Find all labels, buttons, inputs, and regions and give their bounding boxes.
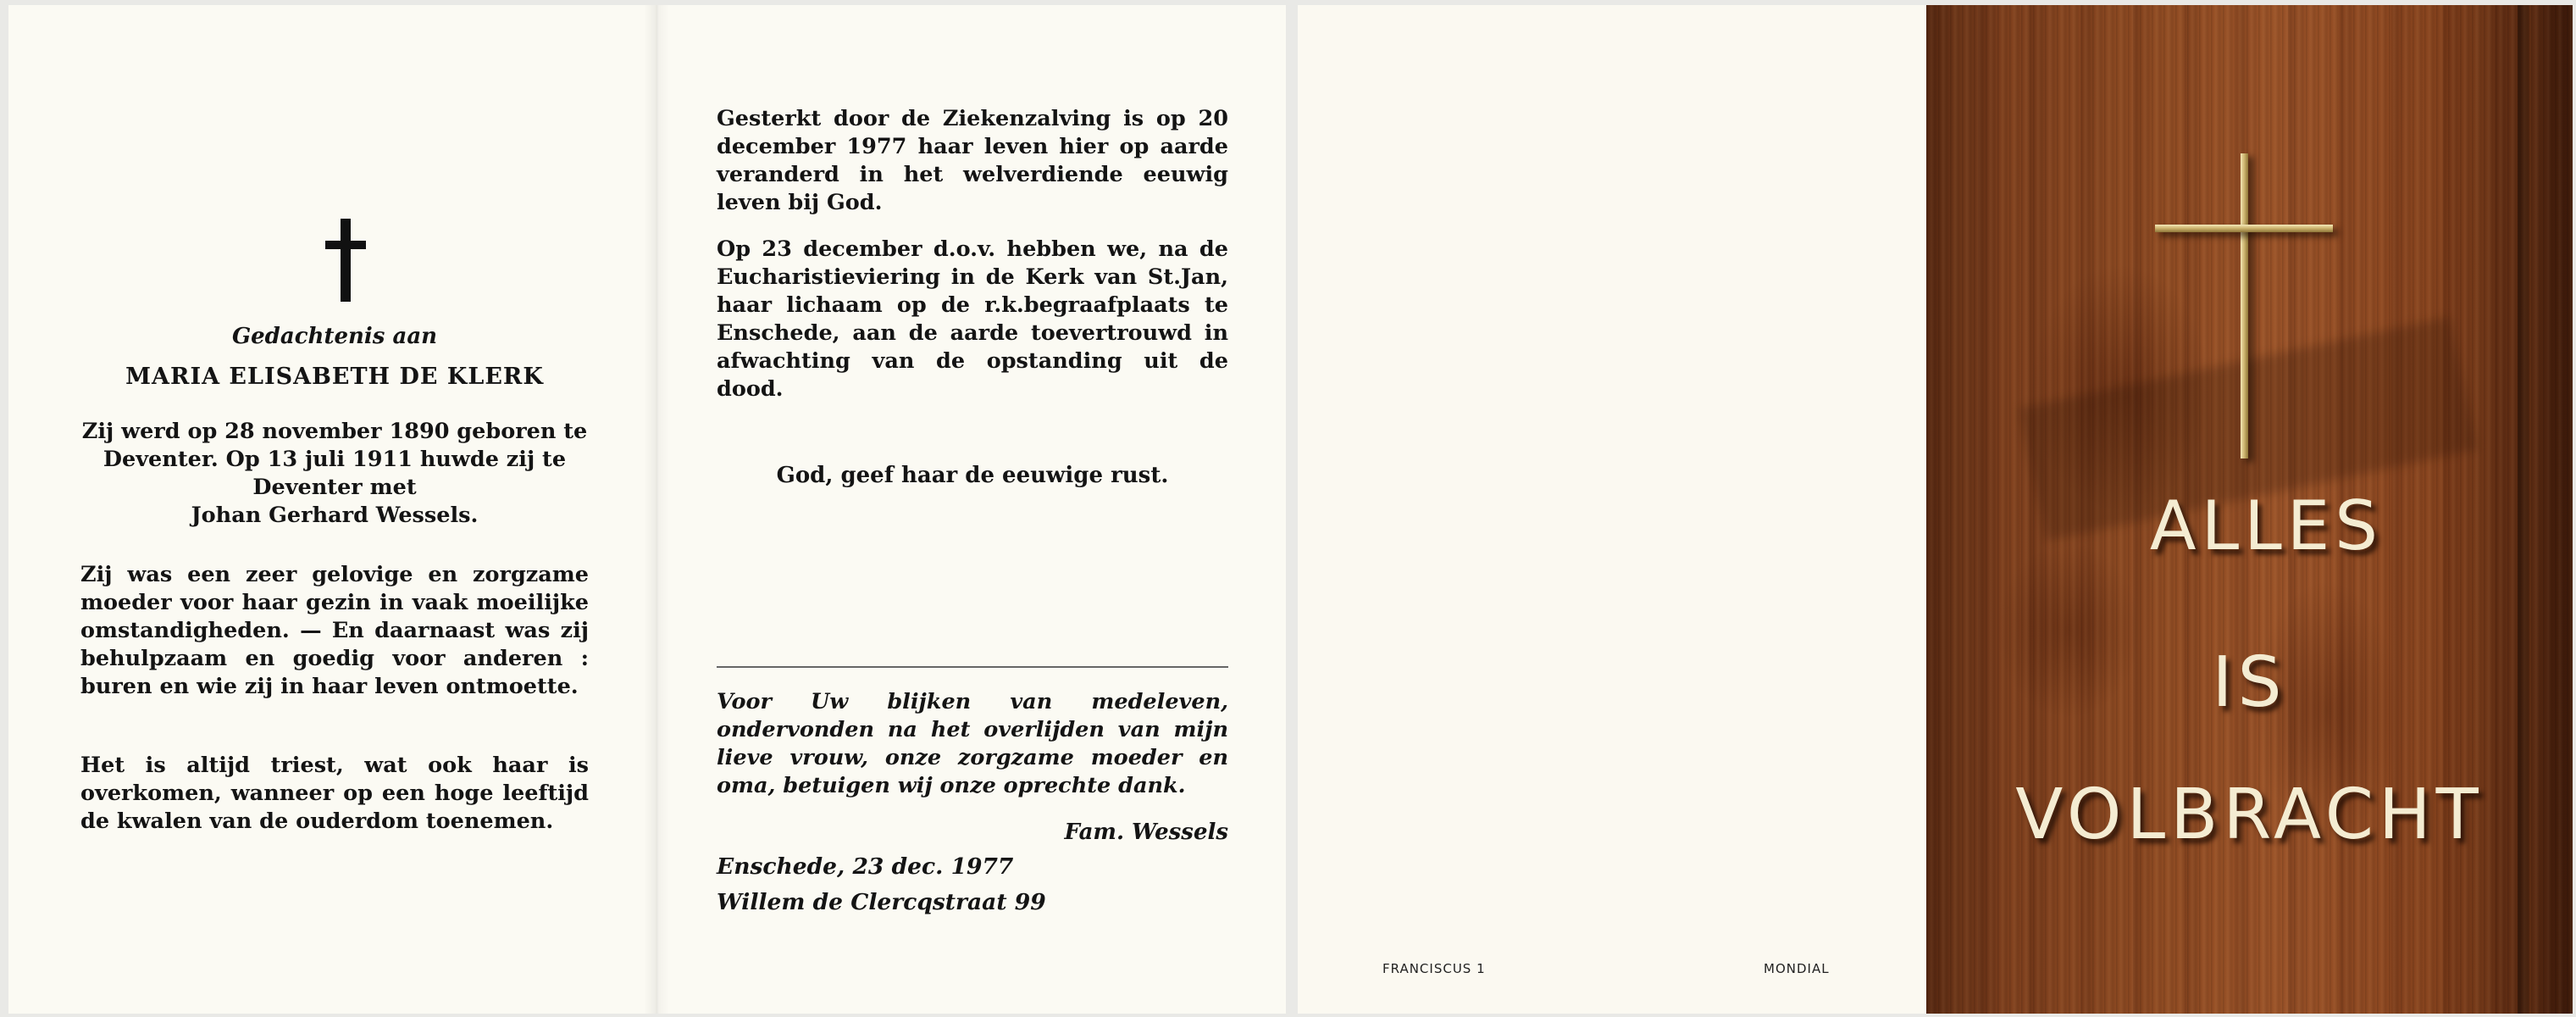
cross-icon (320, 219, 371, 302)
family-signature: Fam. Wessels (1064, 820, 1228, 845)
outer-sheet (1298, 5, 2573, 1014)
cover-line-1: ALLES (2149, 486, 2384, 565)
old-age-paragraph: Het is altijd triest, wat ook haar is overkomen, wanneer op een hoge leeftijd de kwalen van de ouderdom toenemen. (80, 753, 589, 834)
burial-paragraph: Op 23 december d.o.v. hebben we, na de Eucharistieviering in de Kerk van St.Jan, haar lichaam op de r.k.begraafplaats te Enschede, aan de aarde toevertrouwd in afwachting van de opstanding uit de dood. (717, 236, 1228, 402)
character-paragraph: Zij was een zeer gelovige en zorgzame moeder voor haar gezin in vaak moeilijke omstandigheden. — En daarnaast was zij behulpzaam en goedig voor anderen : buren en wie zij in haar leven ontmoette. (80, 562, 589, 699)
imprint-publisher: MONDIAL (1764, 961, 1830, 976)
gold-cross-icon (2155, 153, 2341, 458)
center-fold (644, 5, 669, 1014)
birth-marriage-text: Zij werd op 28 november 1890 geboren te Deventer. Op 13 juli 1911 huwde zij te Deventer met (81, 419, 588, 500)
memorial-subtitle: Gedachtenis aan (231, 324, 438, 349)
death-paragraph: Gesterkt door de Ziekenzalving is op 20 december 1977 haar leven hier op aarde veranderd in het welverdiende eeuwig leven bij God. (717, 106, 1228, 215)
death-notice-panel (717, 5, 1228, 1014)
birth-marriage-paragraph (80, 418, 589, 530)
inner-sheet (8, 5, 1286, 1014)
deceased-name: MARIA ELISABETH DE KLERK (125, 364, 544, 390)
cover-line-3: VOLBRACHT (2015, 775, 2484, 855)
memorial-text-panel (80, 5, 589, 1014)
cover-wood-panel (1926, 5, 2573, 1014)
spouse-name: Johan Gerhard Wessels. (191, 503, 479, 528)
cover-line-2: IS (2212, 642, 2287, 723)
place-date: Enschede, 23 dec. 1977 (717, 853, 1014, 880)
thanks-paragraph: Voor Uw blijken van medeleven, ondervonden na het overlijden van mijn lieve vrouw, onze zorgzame moeder en oma, betuigen wij onze oprechte dank. (717, 689, 1228, 798)
imprint-series: FRANCISCUS 1 (1382, 961, 1486, 976)
family-address: Willem de Clercqstraat 99 (717, 889, 1046, 915)
prayer-line: God, geef haar de eeuwige rust. (776, 463, 1169, 488)
divider (717, 666, 1228, 668)
